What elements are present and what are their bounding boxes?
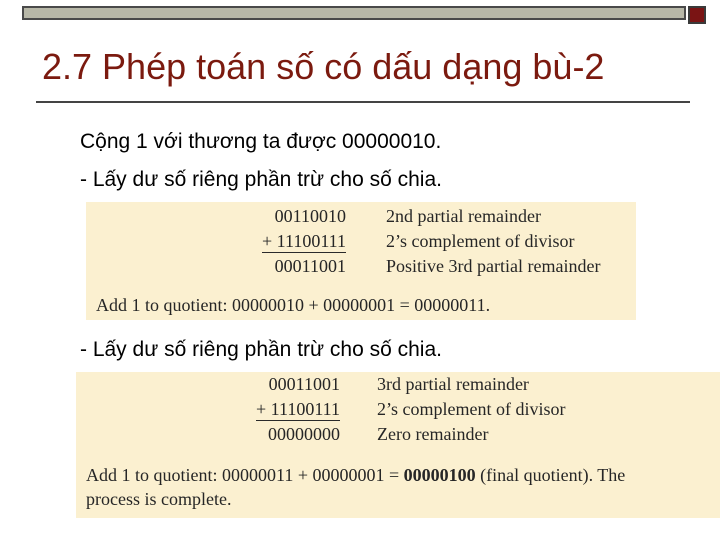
label-row-2: 2’s complement of divisor [386, 231, 575, 251]
final-quotient-value: 00000100 [403, 465, 476, 485]
label-row-3: Positive 3rd partial remainder [386, 256, 601, 276]
title-divider [36, 101, 690, 103]
text-line-subtract-2: - Lấy dư số riêng phần trừ cho số chia. [80, 338, 442, 361]
title-bar-decoration [22, 6, 686, 20]
operand-row-3: 00011001 [274, 256, 346, 276]
calculation-panel-2 [76, 372, 720, 518]
quotient-note [86, 465, 625, 486]
operand-row-1: 00011001 [268, 374, 340, 394]
quotient-note: Add 1 to quotient: 00000010 + 00000001 = 00000011. [96, 295, 491, 315]
quotient-note-prefix: Add 1 to quotient: 00000011 + 00000001 = [86, 465, 404, 485]
quotient-note-suffix: (final quotient). The [475, 465, 626, 485]
completion-note: process is complete. [86, 489, 232, 509]
corner-square-decoration [688, 6, 706, 24]
label-row-1: 3rd partial remainder [377, 374, 529, 394]
calculation-panel-1 [86, 202, 636, 320]
text-line-quotient: Cộng 1 với thương ta được 00000010. [80, 130, 442, 153]
operand-row-3: 00000000 [268, 424, 340, 444]
label-row-2: 2’s complement of divisor [377, 399, 566, 419]
text-line-subtract-1: - Lấy dư số riêng phần trừ cho số chia. [80, 168, 442, 191]
slide-title: 2.7 Phép toán số có dấu dạng bù-2 [42, 46, 605, 87]
operand-row-2: + 11100111 [262, 231, 346, 251]
operand-row-1: 00110010 [274, 206, 346, 226]
label-row-3: Zero remainder [377, 424, 489, 444]
label-row-1: 2nd partial remainder [386, 206, 541, 226]
operand-row-2: + 11100111 [256, 399, 340, 419]
